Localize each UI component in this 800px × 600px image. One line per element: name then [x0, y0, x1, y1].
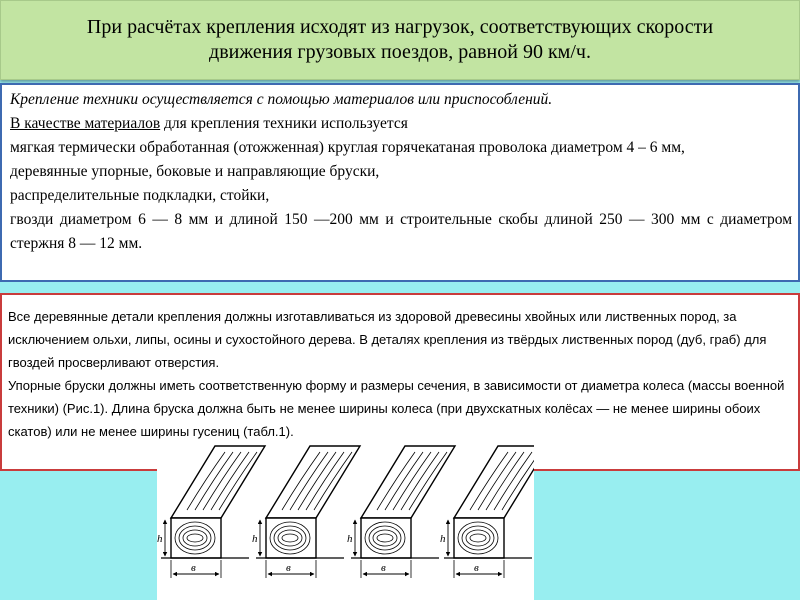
requirements-paragraph-bars: Упорные бруски должны иметь соответственную форму и размеры сечения, в зависимости от диаметра колеса (массы военной техники) (Рис.1). Длина бруска должна быть не менее ширины колеса (при двухскатных колёсах — не менее ширины обоих скатов) или не менее ширины гусениц (табл.1).: [8, 378, 785, 439]
materials-item-bars: деревянные упорные, боковые и направляющие бруски,: [10, 163, 380, 180]
stop-bar-3: [347, 446, 455, 578]
stop-bar-cross-section: [454, 518, 504, 558]
stop-bar-body: [361, 446, 455, 518]
stop-bar-body: [266, 446, 360, 518]
width-label: в: [191, 562, 196, 574]
materials-panel: [0, 83, 800, 282]
width-label: в: [474, 562, 479, 574]
materials-intro: [10, 112, 792, 136]
stop-bar-body: [171, 446, 265, 518]
materials-intro-rest: для крепления техники используется: [160, 115, 408, 132]
stop-bar-body: [454, 446, 534, 518]
height-label: h: [157, 533, 163, 545]
materials-item-pads: распределительные подкладки, стойки,: [10, 187, 270, 204]
materials-lead-text: Крепление техники осуществляется с помощью материалов или приспособлений.: [10, 91, 553, 108]
height-label: h: [347, 533, 353, 545]
stop-bar-1: [157, 446, 265, 578]
stop-bar-cross-section: [361, 518, 411, 558]
width-label: в: [286, 562, 291, 574]
materials-intro-underlined: В качестве материалов: [10, 115, 161, 132]
slide-title: [50, 15, 750, 65]
height-label: h: [252, 533, 258, 545]
stop-bar-2: [252, 446, 360, 578]
materials-item-wire: мягкая термически обработанная (отожженная) круглая горячекатаная проволока диаметром 4 – 6 мм,: [10, 139, 685, 156]
header-banner: [0, 0, 800, 80]
stop-bar-cross-section: [266, 518, 316, 558]
stop-bars-figure: [157, 440, 534, 600]
stop-bars-illustration: [157, 440, 534, 600]
height-label: h: [440, 533, 446, 545]
materials-item-nails: гвозди диаметром 6 — 8 мм и длиной 150 —200 мм и строительные скобы длиной 250 — 300 мм с диаметром стержня 8 — 12 мм.: [10, 211, 792, 252]
slide-title-line-1: При расчётах крепления исходят из нагрузок, соответствующих скорости: [86, 16, 714, 38]
slide-title-line-2: движения грузовых поездов, равной 90 км/ч.: [209, 41, 591, 63]
requirements-paragraph-wood: Все деревянные детали крепления должны изготавливаться из здоровой древесины хвойных или лиственных пород, за исключением ольхи, липы, осины и сухостойного дерева. В деталях крепления из твёрдых лиственных пород (дуб, граб) для гвоздей просверливают отверстия.: [8, 309, 767, 370]
stop-bar-4: [440, 446, 534, 578]
stop-bar-cross-section: [171, 518, 221, 558]
width-label: в: [381, 562, 386, 574]
